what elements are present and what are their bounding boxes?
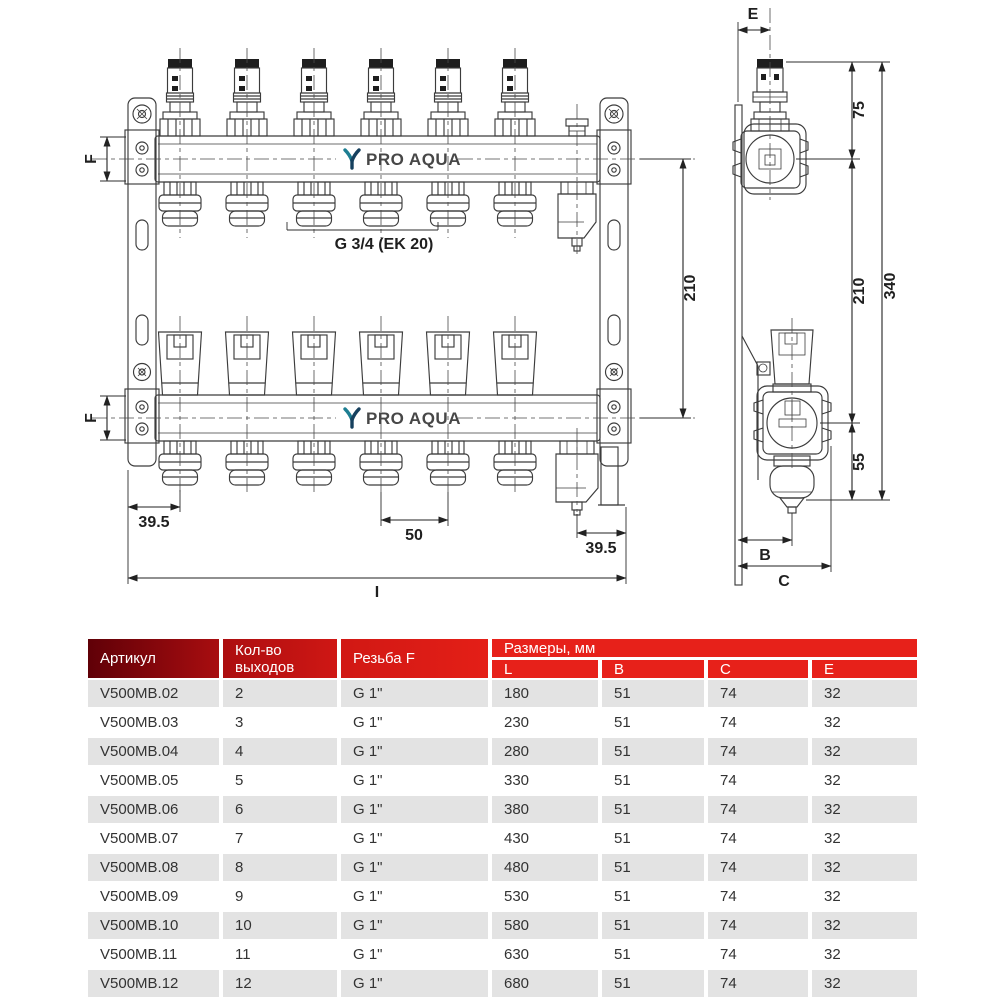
cell-b: 51: [602, 825, 704, 852]
cell-l: 630: [492, 941, 598, 968]
cell-thread: G 1": [341, 738, 488, 765]
col-header-C: C: [708, 660, 808, 678]
cell-e: 32: [812, 854, 917, 881]
cell-b: 51: [602, 738, 704, 765]
cell-e: 32: [812, 912, 917, 939]
cell-b: 51: [602, 941, 704, 968]
cell-thread: G 1": [341, 680, 488, 707]
cell-thread: G 1": [341, 709, 488, 736]
table-row: [88, 738, 917, 765]
cell-e: 32: [812, 709, 917, 736]
cell-c: 74: [708, 738, 808, 765]
svg-text:F: F: [83, 413, 100, 423]
cell-thread: G 1": [341, 825, 488, 852]
cell-c: 74: [708, 970, 808, 997]
cell-e: 32: [812, 941, 917, 968]
dim-210-front: [640, 159, 699, 418]
table-row: [88, 796, 917, 823]
cell-thread: G 1": [341, 912, 488, 939]
dim-340: [882, 62, 899, 500]
cell-outputs: 10: [223, 912, 337, 939]
cell-article: V500MB.08: [88, 854, 219, 881]
cell-c: 74: [708, 825, 808, 852]
cell-e: 32: [812, 738, 917, 765]
cell-outputs: 12: [223, 970, 337, 997]
cell-c: 74: [708, 796, 808, 823]
cell-outputs: 2: [223, 680, 337, 707]
cell-outputs: 4: [223, 738, 337, 765]
col-header-E: E: [812, 660, 917, 678]
svg-text:340: 340: [882, 272, 899, 300]
cell-b: 51: [602, 854, 704, 881]
col-header-thread: Резьба F: [341, 639, 488, 678]
cell-outputs: 5: [223, 767, 337, 794]
cell-l: 230: [492, 709, 598, 736]
return-outlets: [159, 441, 536, 485]
table-row: [88, 825, 917, 852]
cell-b: 51: [602, 796, 704, 823]
dim-length-I: [128, 578, 626, 601]
cell-article: V500MB.10: [88, 912, 219, 939]
cell-e: 32: [812, 680, 917, 707]
cell-outputs: 3: [223, 709, 337, 736]
cell-article: V500MB.05: [88, 767, 219, 794]
flow-meters: [159, 332, 537, 395]
front-view: [83, 48, 699, 601]
spec-table: [88, 639, 917, 999]
cell-l: 480: [492, 854, 598, 881]
cell-b: 51: [602, 970, 704, 997]
dim-50: [381, 492, 448, 544]
cell-thread: G 1": [341, 854, 488, 881]
cell-l: 280: [492, 738, 598, 765]
table-row: [88, 970, 917, 997]
table-row: [88, 709, 917, 736]
cell-c: 74: [708, 883, 808, 910]
cell-thread: G 1": [341, 941, 488, 968]
brand-logo-top: [345, 150, 461, 169]
cell-l: 330: [492, 767, 598, 794]
cell-article: V500MB.03: [88, 709, 219, 736]
col-header-article: Артикул: [88, 639, 219, 678]
cell-thread: G 1": [341, 883, 488, 910]
col-header-B: B: [602, 660, 704, 678]
centerlines: [92, 48, 695, 512]
cell-l: 580: [492, 912, 598, 939]
cell-article: V500MB.02: [88, 680, 219, 707]
svg-text:39.5: 39.5: [585, 540, 617, 557]
dim-75: [786, 62, 890, 159]
svg-text:210: 210: [682, 274, 699, 302]
table-row: [88, 767, 917, 794]
cell-c: 74: [708, 912, 808, 939]
dim-C: [738, 446, 831, 590]
cell-e: 32: [812, 767, 917, 794]
brand-text: PRO AQUA: [366, 409, 461, 428]
table-row: [88, 883, 917, 910]
svg-text:F: F: [83, 154, 100, 164]
bracket-foot: [601, 447, 618, 505]
cell-outputs: 9: [223, 883, 337, 910]
cell-b: 51: [602, 767, 704, 794]
cell-thread: G 1": [341, 796, 488, 823]
cell-b: 51: [602, 709, 704, 736]
cell-outputs: 8: [223, 854, 337, 881]
svg-text:E: E: [747, 6, 759, 23]
spec-table-header: [88, 639, 917, 678]
svg-text:39.5: 39.5: [138, 514, 170, 531]
cell-outputs: 7: [223, 825, 337, 852]
svg-text:210: 210: [851, 277, 868, 305]
cell-b: 51: [602, 883, 704, 910]
brand-text: PRO AQUA: [366, 150, 461, 169]
cell-l: 180: [492, 680, 598, 707]
left-bracket: [125, 98, 159, 466]
cell-c: 74: [708, 941, 808, 968]
table-row: [88, 912, 917, 939]
dim-210-side: [820, 159, 868, 423]
cell-e: 32: [812, 970, 917, 997]
cell-thread: G 1": [341, 767, 488, 794]
cell-outputs: 6: [223, 796, 337, 823]
cell-article: V500MB.11: [88, 941, 219, 968]
brand-logo-bottom: [345, 409, 461, 428]
cell-c: 74: [708, 854, 808, 881]
cell-outputs: 11: [223, 941, 337, 968]
dim-39-5-left: [128, 470, 180, 584]
side-valve-assembly: [733, 59, 808, 194]
side-flowmeter-assembly: [754, 330, 831, 513]
cell-l: 380: [492, 796, 598, 823]
cell-c: 74: [708, 767, 808, 794]
svg-text:I: I: [374, 584, 380, 601]
cell-e: 32: [812, 883, 917, 910]
col-header-outputs: Кол-во выходов: [223, 639, 337, 678]
svg-text:75: 75: [851, 101, 868, 119]
cell-c: 74: [708, 709, 808, 736]
table-row: [88, 941, 917, 968]
thermostatic-valves: [160, 59, 535, 136]
cell-b: 51: [602, 680, 704, 707]
cell-l: 530: [492, 883, 598, 910]
table-row: [88, 854, 917, 881]
cell-article: V500MB.12: [88, 970, 219, 997]
spec-rows: [88, 680, 917, 997]
cell-l: 430: [492, 825, 598, 852]
cell-b: 51: [602, 912, 704, 939]
svg-text:50: 50: [405, 527, 423, 544]
supply-outlets: [159, 182, 536, 226]
cell-l: 680: [492, 970, 598, 997]
cell-article: V500MB.04: [88, 738, 219, 765]
cell-e: 32: [812, 825, 917, 852]
svg-text:55: 55: [851, 453, 868, 471]
col-header-sizes: Размеры, мм: [492, 639, 917, 657]
table-row: [88, 680, 917, 707]
cell-article: V500MB.07: [88, 825, 219, 852]
cell-article: V500MB.09: [88, 883, 219, 910]
svg-text:C: C: [778, 573, 790, 590]
col-header-L: L: [492, 660, 598, 678]
cell-article: V500MB.06: [88, 796, 219, 823]
dim-B: [738, 513, 792, 564]
dim-E: [738, 6, 770, 102]
dim-39-5-right: [577, 507, 626, 584]
side-view: [733, 6, 899, 590]
cell-thread: G 1": [341, 970, 488, 997]
label-thread: [287, 222, 438, 253]
svg-text:B: B: [759, 547, 771, 564]
dim-55: [806, 423, 890, 500]
svg-text:G 3/4 (EK 20): G 3/4 (EK 20): [334, 236, 434, 253]
cell-c: 74: [708, 680, 808, 707]
cell-e: 32: [812, 796, 917, 823]
right-bracket: [597, 98, 631, 466]
